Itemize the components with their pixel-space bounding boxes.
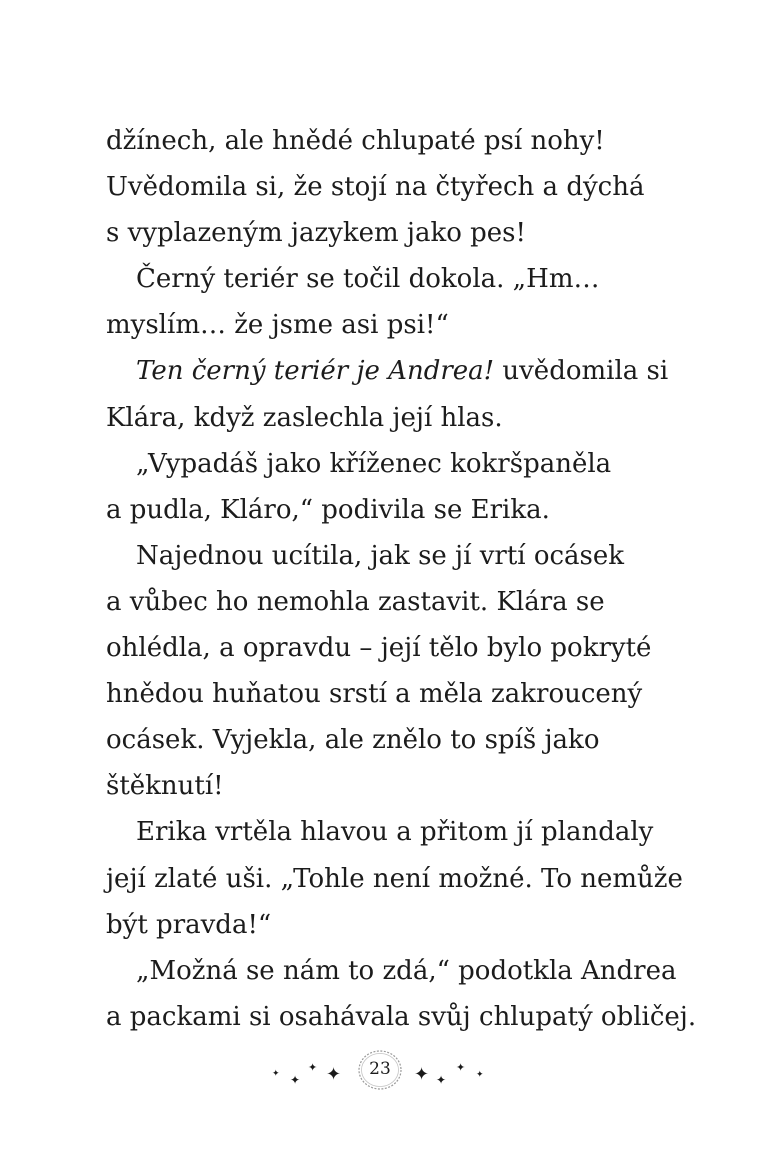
text-line: štěknutí! bbox=[106, 771, 224, 802]
text-line: Klára, když zaslechla její hlas. bbox=[106, 402, 503, 433]
text-line: a vůbec ho nemohla zastavit. Klára se bbox=[106, 586, 605, 617]
text-line: Uvědomila si, že stojí na čtyřech a dýchá bbox=[106, 172, 645, 203]
paragraph-first-line: Erika vrtěla hlavou a přitom jí plandaly bbox=[136, 817, 654, 848]
paragraph-first-line: „Vypadáš jako kříženec kokršpaněla bbox=[136, 448, 612, 479]
sparkle-star-icon: ✦ bbox=[290, 1073, 301, 1087]
paragraph-first-line: Černý teriér se točil dokola. „Hm… bbox=[136, 264, 600, 295]
italic-thought: Ten černý teriér je Andrea! bbox=[136, 356, 495, 387]
text-line: a packami si osahávala svůj chlupatý obličej. bbox=[106, 1001, 697, 1032]
sparkle-star-icon: ✦ bbox=[308, 1061, 318, 1074]
text-line: ocásek. Vyjekla, ale znělo to spíš jako bbox=[106, 725, 600, 756]
text-line: myslím… že jsme asi psi!“ bbox=[106, 310, 449, 341]
text-line: s vyplazeným jazykem jako pes! bbox=[106, 218, 526, 249]
text-line: ohlédla, a opravdu – její tělo bylo pokryté bbox=[106, 633, 652, 664]
page-number: 23 bbox=[369, 1059, 391, 1079]
text-line: džínech, ale hnědé chlupaté psí nohy! bbox=[106, 126, 605, 156]
paragraph-first-line bbox=[106, 348, 669, 394]
sparkle-star-icon: ✦ bbox=[436, 1073, 447, 1087]
sparkle-star-icon: ✦ bbox=[272, 1069, 280, 1079]
text-line: být pravda!“ bbox=[106, 909, 272, 940]
page-number-badge bbox=[355, 1048, 405, 1092]
text-line: a pudla, Kláro,“ podivila se Erika. bbox=[106, 494, 550, 525]
sparkle-star-icon: ✦ bbox=[326, 1064, 342, 1085]
body-text bbox=[106, 118, 697, 1040]
page-footer bbox=[0, 1048, 762, 1098]
text-line: hnědou huňatou srstí a měla zakroucený bbox=[106, 679, 643, 710]
text-span: uvědomila si bbox=[494, 356, 669, 387]
right-sparkle-ornament bbox=[412, 1048, 492, 1098]
paragraph-first-line: Najednou ucítila, jak se jí vrtí ocásek bbox=[136, 540, 625, 571]
sparkle-star-icon: ✦ bbox=[414, 1064, 430, 1085]
paragraph-first-line: „Možná se nám to zdá,“ podotkla Andrea bbox=[136, 955, 677, 986]
sparkle-star-icon: ✦ bbox=[476, 1070, 484, 1080]
left-sparkle-ornament bbox=[268, 1048, 348, 1098]
sparkle-star-icon: ✦ bbox=[456, 1061, 466, 1074]
text-line: její zlaté uši. „Tohle není možné. To nemůže bbox=[106, 863, 683, 894]
